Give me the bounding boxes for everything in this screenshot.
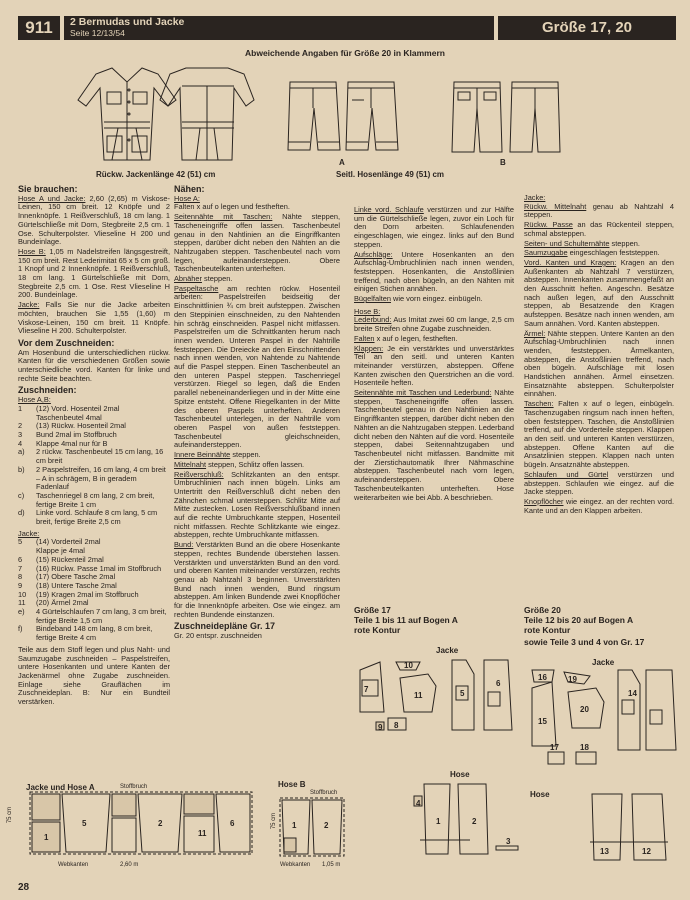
- label-hose-b: Hose B:: [354, 306, 381, 316]
- s17-piece-6: 6: [496, 679, 501, 688]
- list-item: [18, 509, 170, 526]
- para-mittelnaht: Mittelnaht steppen, Schlitz offen lassen.: [174, 459, 305, 469]
- pattern-title: 2 Bermudas und Jacke: [70, 16, 185, 28]
- pattern-pages: Seite 12/13/54: [70, 28, 125, 38]
- item-key: b): [18, 464, 25, 474]
- item-key: 7: [18, 563, 23, 573]
- item-value: Taschenriegel 8 cm lang, 2 cm breit, fertige Breite 1 cm: [36, 490, 155, 509]
- para-falten: Falten x auf o legen und festheften.: [174, 202, 290, 212]
- para-aermel: Ärmel: Nähte steppen. Untere Kanten an den Aufschlag-Umbruchlinien nach innen wenden, feststeppen. Ärmelkanten, absteppen, die Anstoßlinien treffend, nach oben bügeln. Aufschläge mit losen Handstichen annähen. Ärmel einsetzen. Einsatznähte absteppen. Schulterpolster einnähen.: [524, 328, 674, 399]
- size-label: Größe 17, 20: [498, 16, 676, 40]
- size17-jacket-pieces: [356, 656, 516, 736]
- item-key: 3: [18, 429, 23, 439]
- s17-piece-4: 4: [416, 799, 421, 808]
- s20-piece-20: 20: [580, 705, 589, 714]
- para-vor-dem-zuschneiden: Am Hosenbund die unterschiedlichen rückw. Kanten für die verschiedenen Größen sowie unterschiedliche vord. Kanten für linke und rechte Seite beachten.: [18, 347, 170, 383]
- item-key: 9: [18, 580, 23, 590]
- plan-a-piece-2: 2: [158, 819, 163, 828]
- para-kragen: Vord. Kanten und Kragen: Kragen an den Außenkanten ab Nahtzahl 7 verstürzen, absteppen. Innenkanten zusammengefaßt an den Ausschnitt heften. Angeschn. Besätze nach außen legen, auf den Ausschnitt steppen, ab Besatzende den Kragen aufsteppen. Besätze nach innen wenden, am Saum annähen. Vord. Kanten absteppen.: [524, 257, 675, 328]
- size17-parts: Teile 1 bis 11 auf Bogen A: [354, 615, 458, 625]
- plan-b-webkanten: Webkanten: [280, 862, 311, 868]
- para-passe: Rückw. Passe an das Rückenteil steppen, schmal absteppen.: [524, 220, 674, 238]
- item-value: 4 Gürtelschlaufen 7 cm lang, 3 cm breit, fertige Breite 1,5 cm: [36, 607, 167, 625]
- para-hose-a-jacke: Hose A und Jacke: 2,60 (2,65) m Viskose-Leinen, 150 cm breit. 12 Knöpfe und 2 Innenknöpfe. 1 Reißverschluß, 18 cm lang. 1 Gürtelschließe mit Dorn, Stegbreite 2,5 cm. 1 Ose. Schulterpolster. Vlieseline H 200 und Bundeinlage.: [18, 193, 170, 247]
- s20-piece-12: 12: [642, 847, 651, 856]
- item-value: (14) Vorderteil 2mal: [36, 537, 101, 547]
- item-key: f): [18, 624, 23, 634]
- column-sewing-jacket: [524, 194, 674, 516]
- item-value: Bindeband 148 cm lang, 8 cm breit, fertige Breite 4 cm: [36, 624, 153, 643]
- item-key: a): [18, 447, 25, 457]
- para-cutting-notes: Teile aus dem Stoff legen und plus Naht- und Saumzugabe zuschneiden – Paspelstreifen, untere Hosenkanten und untere Kanten der Jackenärmel ohne Zugabe zuschneiden. Einlage siehe Grauflächen im Zuschneideplan. B: Nur ein Bundteil verstärken.: [18, 644, 170, 707]
- s17-piece-8: 8: [394, 721, 399, 730]
- item-key: 4: [18, 438, 23, 448]
- item-value: 2 rückw. Taschenbeutel 15 cm lang, 16 cm breit: [36, 447, 164, 466]
- item-value: (12) Vord. Hosenteil 2mal: [36, 403, 120, 413]
- item-key: 2: [18, 421, 23, 431]
- label-a: A: [339, 158, 345, 167]
- pattern-number: 911: [18, 16, 60, 40]
- plan-a-length: 2,60 m: [120, 862, 139, 868]
- s17-piece-9: 9: [378, 723, 383, 732]
- list-item: [18, 608, 170, 625]
- para-seitennaehte-b: Seitennähte mit Taschen und Lederbund: Nähte steppen, Tascheneingriffe offen lassen. Taschenbeutel genau in den Nahtlinien an die Eingriffkanten steppen, darüber dicht neben den Nähten an die Nahtzugaben steppen. Lederband dicht neben den Nähten auf die vord. Hosenteile steppen, dabei Seitennahtzugaben und Taschenbeutel nicht mitfassen. Bandmitte mit der Zierstichautomatik Ihrer Nähmaschine absteppen. Taschenbeutel nach vorn legen, aufeinandersteppen. Obere Taschenbeutelkanten unterheften. Hose weiterarbeiten wie bei Abb. A beschrieben.: [354, 388, 514, 502]
- size20-hose-label: Hose: [530, 790, 550, 799]
- s17-piece-3: 3: [506, 837, 511, 846]
- para-reissverschluss: Reißverschluß: Schlitzkanten an den entspr. Umbruchlinien nach innen bügeln. Links am Untertritt den Reißverschluß dicht neben den Zähnchen schmal untersteppen. Schlitz Mitte auf Mitte zustecken. Losen Reißverschlußband innen auf die rechte Umbruchkante steppen, Hosenteil nicht mitfassen. Rechte Schlitzkante wie eingez. absteppen, rechte Umbruchkante mitfassen.: [174, 469, 340, 540]
- item-key: 6: [18, 554, 23, 564]
- para-aufschlaege: Aufschläge: Untere Hosenkanten an den Aufschlag-Umbruchlinien nach innen wenden, feststeppen. Hosenkanten, die Anstoßlinien treffend, nach oben bügeln, an den Nähten mit einigen Stichen annähen.: [354, 249, 514, 294]
- plan-b-width: 75 cm: [271, 812, 278, 830]
- size17-title: Größe 17: [354, 605, 391, 615]
- para-lederbund: Lederbund: Aus Imitat zwei 60 cm lange, 2,5 cm breite Streifen ohne Zugabe zuschneiden.: [354, 315, 514, 334]
- plan-b-length: 1,05 m: [322, 862, 341, 868]
- plan-a-piece-6: 6: [230, 819, 235, 828]
- s17-piece-5: 5: [460, 689, 465, 698]
- jacket-back-drawing: [160, 68, 254, 160]
- jacket-length-caption: Rückw. Jackenlänge 42 (51) cm: [96, 170, 216, 179]
- s17-piece-7: 7: [364, 685, 369, 694]
- item-key: 1: [18, 403, 23, 413]
- label-b: B: [500, 158, 506, 167]
- shorts-b-front-drawing: [452, 82, 502, 152]
- plan-b-piece-2: 2: [324, 821, 329, 830]
- item-key: 8: [18, 572, 23, 582]
- size17-block: [354, 605, 458, 635]
- para-mittelnaht-j: Rückw. Mittelnaht genau ab Nahtzahl 4 steppen.: [524, 201, 674, 220]
- item-key: c): [18, 490, 25, 500]
- item-key: e): [18, 607, 25, 617]
- item-value: 2 Paspelstreifen, 16 cm lang, 4 cm breit – A in schrägem, B in geradem Fadenlauf: [36, 464, 166, 492]
- size17-jacke-label: Jacke: [436, 646, 459, 655]
- plan-b-title: Hose B: [278, 780, 306, 789]
- plan-a-piece-5: 5: [82, 819, 87, 828]
- list-jacke-parts: [18, 538, 170, 642]
- item-value: Linke vord. Schlaufe 8 cm lang, 5 cm breit, fertige Breite 2,5 cm: [36, 508, 158, 527]
- item-key: d): [18, 508, 25, 518]
- s17-piece-11: 11: [414, 691, 423, 700]
- plan-a-stoffbruch: Stoffbruch: [120, 784, 148, 790]
- para-paspeltasche: Paspeltasche am rechten rückw. Hosenteil arbeiten: Paspelstreifen beidseitig der Einschnittlinien ¾ cm breit aufsteppen. Zwischen den Steppinien einschneiden, zu den Nahtenden hin schräg einschneiden. Paspel nicht mitfassen. Paspelstreifen um die Schnittkanten herum nach innen wenden. Unteren Paspel in der Nahtrille feststeppen. Die Dreiecke an den Einschnittenden nach innen wenden, von Nahtende zu Nahtende auf die Paspel steppen. Einen Taschenbeutel an den unteren Paspel steppen. Taschenriegel verstürzen. Riegel so legen, daß die Enden parallel nebeneinanderliegen und in der Mitte eine Spitze entsteht. Offene Riegelkanten in der Mitte des oberen Paspels unterheften. Anderen Taschenbeutel unterlegen, in der Nahtrille vom oberen Paspel von außen feststeppen. Taschenbeutel gleichschneiden, aufeinandersteppen.: [174, 283, 340, 450]
- para-falten-b: Falten x auf o legen, festheften.: [354, 333, 458, 343]
- s20-piece-18: 18: [580, 743, 589, 752]
- heading-vor-dem-zuschneiden: Vor dem Zuschneiden:: [18, 337, 115, 348]
- heading-zuschneideplaene: Zuschneidepläne Gr. 17: [174, 621, 276, 632]
- s20-piece-19: 19: [568, 675, 577, 684]
- item-value: (18) Untere Tasche 2mal: [36, 580, 117, 590]
- size20-also: sowie Teile 3 und 4 von Gr. 17: [524, 637, 645, 647]
- para-taschen: Taschen: Falten x auf o legen, einbügeln. Taschenzugaben ringsum nach innen heften, oben feststeppen. Taschen, die Anstoßlinien treffend, auf die Vorderteile steppen. Klappen an den seitl. und unteren Kanten verstürzen, absteppen. Offene Kanten auf die Ansatzlinien steppen. Klappen nach unten bügeln. Ansatznähte absteppen.: [524, 399, 674, 470]
- heading-brauchen: Sie brauchen:: [18, 184, 78, 194]
- para-guertel: Schlaufen und Gürtel verstürzen und absteppen. Schlaufen wie eingez. auf die Jacke steppen.: [524, 469, 674, 497]
- item-value: (13) Rückw. Hosenteil 2mal: [36, 421, 126, 431]
- para-seitennaehte: Seitennähte mit Taschen: Nähte steppen, Tascheneingriffe offen lassen. Taschenbeutel genau in den Nahtlinien an die Eingriffkanten steppen, darüber dicht neben den Nähten an die Nahtzugaben steppen. Taschenbeutel nach vorn legen, aufeinandersteppen. Obere Taschenbeutelkanten unterheften.: [174, 212, 341, 274]
- s20-piece-13: 13: [600, 847, 609, 856]
- s17-piece-10: 10: [404, 661, 413, 670]
- label-hose-a: Hose A:: [174, 193, 200, 203]
- column-materials: [18, 182, 170, 708]
- item-value: (20) Ärmel 2mal: [36, 598, 89, 608]
- list-item: [18, 466, 170, 492]
- title-bar: [64, 16, 494, 40]
- para-klappen: Klappen: Je ein verstärktes und unverstärktes Teil an den seitl. und unteren Kanten miteinander verstürzen, absteppen. Offene Kanten zwischen den Querstrichen an die vord. Hosenteile heften.: [354, 343, 514, 388]
- item-value: Klappe je 4mal: [36, 546, 85, 556]
- item-value: (19) Kragen 2mal im Stoffbruch: [36, 589, 139, 599]
- header: [18, 14, 676, 42]
- s20-piece-16: 16: [538, 673, 547, 682]
- s20-piece-14: 14: [628, 689, 637, 698]
- para-hose-b: Hose B: 1,05 m Nadelstreifen längsgestreift, 150 cm breit. Rest Lederimitat 65 x 5 cm groß. 1 Knopf und 2 Innenknöpfe. 1 Reißverschluß, 18 cm lang. 1 Gürtelschließe mit Dorn, Stegbreite 2,5 cm. 1 Ose. Rest Vlieseline H 200. Bundeinlage.: [18, 246, 171, 300]
- jacket-front-drawing: [78, 68, 176, 160]
- list-hose-parts: [18, 405, 170, 527]
- s20-piece-15: 15: [538, 717, 547, 726]
- para-buegelfalten: Bügelfalten wie vorn eingez. einbügeln.: [354, 294, 483, 304]
- para-beinnaehte: Innere Beinnähte steppen.: [174, 450, 261, 460]
- para-saum: Saumzugabe eingeschlagen feststeppen.: [524, 248, 660, 258]
- size17-hose-label: Hose: [450, 770, 470, 779]
- list-item: [18, 448, 170, 465]
- item-key: 5: [18, 537, 23, 547]
- size20-contour: rote Kontur: [524, 625, 571, 635]
- item-value: Klappe 4mal nur für B: [36, 438, 108, 448]
- item-value: Taschenbeutel 4mal: [36, 412, 102, 422]
- size20-jacket-pieces: [528, 666, 678, 766]
- shorts-a-back-drawing: [346, 82, 398, 150]
- item-value: (16) Rückw. Passe 1mal im Stoffbruch: [36, 563, 162, 573]
- plan-a-piece-11: 11: [198, 829, 207, 838]
- s20-piece-17: 17: [550, 743, 559, 752]
- garment-illustrations: [0, 60, 690, 170]
- size17-pants-pieces: [410, 780, 520, 858]
- shorts-b-back-drawing: [510, 82, 560, 152]
- column-sewing-a: [174, 182, 340, 642]
- size20-block: [524, 605, 644, 647]
- item-value: (15) Rückenteil 2mal: [36, 554, 104, 564]
- plan-a-piece-1: 1: [44, 833, 49, 842]
- label-jacke-sew: Jacke:: [524, 193, 546, 202]
- para-knopfloecher: Knopflöcher wie eingez. an der rechten vord. Kante und an den Klappen arbeiten.: [524, 496, 674, 515]
- s17-piece-1: 1: [436, 817, 441, 826]
- item-value: Bund 2mal im Stoffbruch: [36, 429, 117, 439]
- list-item: [18, 492, 170, 509]
- item-value: (17) Obere Tasche 2mal: [36, 572, 116, 582]
- plan-a-title: Jacke und Hose A: [26, 783, 95, 792]
- para-schlaufe: Linke vord. Schlaufe verstürzen und zur Hälfte um die Gürtelschließe legen, zuvor ein Loch für den Dorn arbeiten. Schlaufenenden eingeschlagen, wie eingez. links auf den Bund steppen.: [354, 205, 515, 249]
- para-abnaeher: Abnäher steppen.: [174, 274, 233, 284]
- shorts-a-front-drawing: [288, 82, 340, 150]
- label-jacke-parts: Jacke:: [18, 528, 40, 538]
- para-schulternaehte: Seiten- und Schulternähte steppen.: [524, 238, 640, 248]
- cutting-plan-a: [22, 792, 254, 858]
- label-hose-ab: Hose A,B:: [18, 395, 51, 405]
- item-key: 10: [18, 589, 27, 599]
- para-bund: Bund: Verstärkten Bund an die obere Hosenkante steppen, rechtes Bundende überstehen lassen. Verstärkten und unverstärkten Bund an den vord. und oberen Kanten miteinander verstürzen, rechts genau ab Nahtzahl 3 beginnen. Unverstärkten Bund nach innen wenden, Bund ringsum absteppen. Am linken Bundende zwei Knopflöcher für die Innenknöpfe arbeiten. Ose wie eingez. am rechten Bundende einstanzen.: [174, 540, 340, 619]
- pants-length-caption: Seitl. Hosenlänge 49 (51) cm: [336, 170, 445, 179]
- heading-zuschneiden: Zuschneiden:: [18, 385, 77, 396]
- page-number: 28: [18, 882, 30, 893]
- plan-a-webkanten: Webkanten: [58, 862, 89, 868]
- size20-parts: Teile 12 bis 20 auf Bogen A: [524, 615, 634, 625]
- size20-jacke-label: Jacke: [592, 658, 615, 667]
- s17-piece-2: 2: [472, 817, 477, 826]
- plan-b-piece-1: 1: [292, 821, 297, 830]
- list-item: [18, 625, 170, 642]
- para-gr20-plan: Gr. 20 entspr. zuschneiden: [174, 631, 262, 641]
- heading-naehen: Nähen:: [174, 184, 205, 194]
- size20-title: Größe 20: [524, 605, 561, 615]
- column-sewing-b: [354, 206, 514, 503]
- item-key: 11: [18, 598, 26, 608]
- size-note: Abweichende Angaben für Größe 20 in Klammern: [245, 48, 445, 58]
- cutting-plan-b: [276, 798, 346, 860]
- size17-contour: rote Kontur: [354, 625, 401, 635]
- plan-b-stoffbruch: Stoffbruch: [310, 790, 338, 796]
- plan-a-width: 75 cm: [7, 806, 14, 824]
- para-jacke: Jacke: Falls Sie nur die Jacke arbeiten möchten, brauchen Sie 1,55 (1,60) m Viskose-Leinen, 150 cm breit. 11 Knöpfe. Vlieseline H 200. Schulterpolster.: [18, 300, 170, 336]
- size20-pants-pieces: [586, 790, 680, 862]
